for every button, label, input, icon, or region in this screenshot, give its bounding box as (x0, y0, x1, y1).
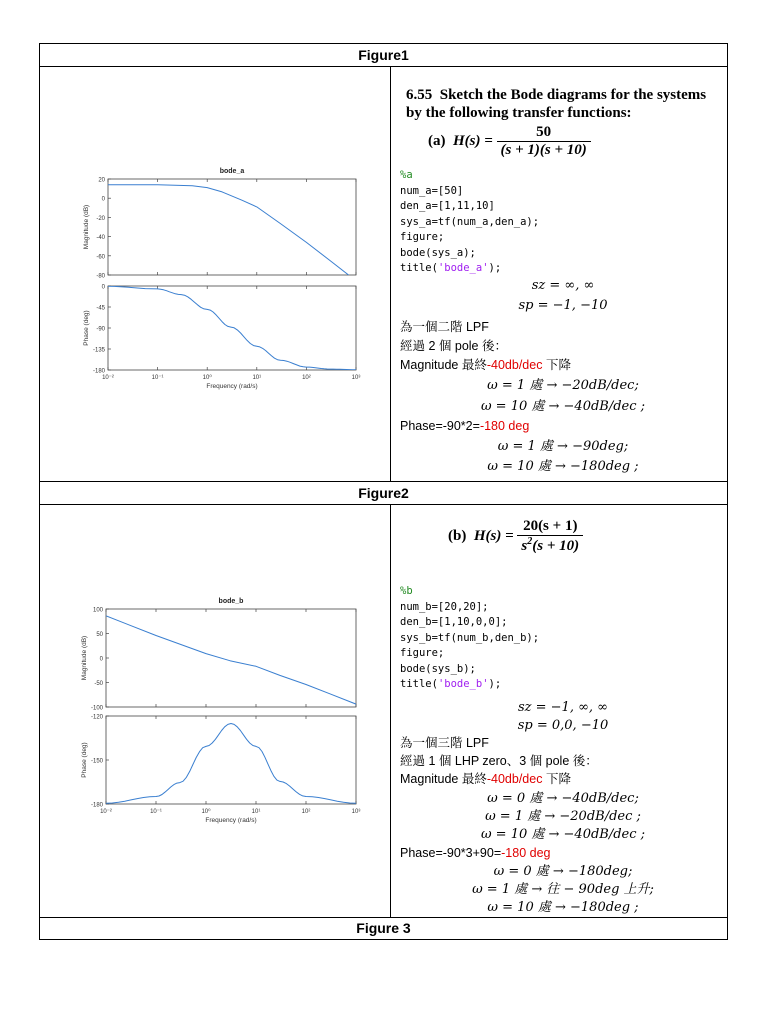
phase-prefix: Phase=-90*2= (400, 419, 480, 433)
matlab-code-b (400, 584, 539, 693)
y-axis-label: Phase (deg) (83, 310, 90, 346)
order-a: 為一個二階 LPF (400, 320, 489, 334)
problem-heading (406, 86, 706, 122)
y-tick-label: 100 (92, 607, 103, 614)
x-tick-label: 10⁻¹ (150, 809, 162, 815)
code-string: 'bode_a' (437, 262, 489, 274)
transfer-function-a (428, 124, 591, 159)
row-divider (40, 481, 727, 482)
tf-denominator-b (517, 536, 583, 555)
code-line (400, 262, 501, 274)
code-line: den_a=[1,11,10] (400, 200, 495, 212)
phase-final: -180 deg (501, 846, 551, 860)
code-line: num_b=[20,20]; (400, 600, 489, 613)
y-tick-label: -45 (96, 305, 105, 312)
y-tick-label: 0 (101, 284, 105, 291)
phase-rule-b-1: ω = 0 處 → −180deg; (493, 864, 633, 879)
problem-heading-line2: by the following transfer functions: (406, 105, 632, 121)
tf-fraction-a (497, 124, 591, 159)
code-text: ); (488, 678, 502, 690)
x-tick-label: 10⁻¹ (151, 375, 164, 381)
mag-rule-b-1: ω = 0 處 → −40dB/dec; (487, 791, 639, 806)
x-tick-label: 10³ (351, 809, 361, 815)
y-tick-label: 20 (98, 177, 105, 184)
code-line: bode(sys_b); (400, 662, 476, 675)
y-tick-label: -50 (94, 681, 103, 687)
chart-title: bode_a (219, 168, 245, 175)
column-divider (390, 66, 391, 481)
after-poles-a: 經過 2 個 pole 後： (400, 339, 507, 353)
x-tick-label: 10² (302, 375, 311, 381)
phase-rule-b-2: ω = 1 處 → 往 − 90deg 上升; (472, 882, 654, 897)
x-tick-label: 10³ (351, 375, 361, 381)
problem-heading-line1: Sketch the Bode diagrams for the systems (439, 87, 707, 103)
x-tick-label: 10⁰ (201, 809, 211, 815)
y-tick-label: -80 (96, 273, 105, 280)
axes-box (106, 609, 356, 707)
transfer-function-b (448, 518, 583, 555)
y-tick-label: -20 (96, 215, 105, 222)
phase-rule-a-1: ω = 1 處 → −90deg; (497, 439, 629, 454)
y-tick-label: -120 (90, 714, 103, 721)
mag-rule-a-2: ω = 10 處 → −40dB/dec ; (480, 399, 646, 414)
tf-numerator-a: 50 (497, 124, 591, 142)
mag-slope: -40db/dec (486, 358, 543, 372)
x-axis-label: Frequency (rad/s) (206, 383, 258, 390)
mag-rule-b-3: ω = 10 處 → −40dB/dec ; (480, 827, 646, 842)
code-line: den_b=[1,10,0,0]; (400, 616, 508, 628)
axes-box (108, 179, 356, 275)
den-pre: s (521, 538, 528, 554)
y-tick-label: -40 (96, 235, 105, 242)
problem-a-panel (398, 84, 728, 479)
figure1-title: Figure1 (358, 47, 409, 63)
y-tick-label: 0 (101, 196, 105, 203)
magnitude-summary-a (400, 356, 571, 375)
tf-lhs-a: H(s) = (453, 133, 493, 149)
phase-rule-a-2: ω = 10 處 → −180deg ; (487, 459, 639, 474)
figure-table (39, 43, 728, 940)
code-text: title( (400, 678, 438, 690)
problem-b-panel (398, 518, 728, 918)
code-comment: %b (400, 585, 413, 597)
den-post: (s + 10) (532, 538, 580, 554)
code-text: title( (400, 262, 438, 274)
y-tick-label: -100 (90, 705, 103, 712)
column-divider (390, 504, 391, 917)
y-tick-label: -90 (96, 326, 105, 333)
mag-prefix: Magnitude 最終 (400, 772, 487, 786)
code-text: ); (488, 262, 502, 274)
x-tick-label: 10² (301, 809, 311, 815)
phase-rule-b-3: ω = 10 處 → −180deg ; (487, 900, 639, 915)
mag-rule-a-1: ω = 1 處 → −20dB/dec; (487, 378, 639, 393)
y-tick-label: -60 (96, 254, 105, 261)
x-tick-label: 10¹ (251, 809, 261, 815)
magnitude-summary-b (400, 770, 571, 789)
bode-b-plot (68, 589, 368, 834)
axes-box (108, 286, 356, 370)
mag-suffix: 下降 (542, 358, 571, 372)
code-line: bode(sys_a); (400, 246, 476, 259)
part-label-a: (a) (428, 132, 446, 149)
x-tick-label: 10¹ (252, 375, 262, 381)
row-divider (40, 504, 727, 505)
phase-summary-b (400, 844, 551, 863)
figure3-title: Figure 3 (356, 920, 411, 936)
y-tick-label: -150 (90, 758, 103, 765)
x-tick-label: 10⁻² (100, 809, 112, 815)
y-axis-label: Magnitude (dB) (83, 204, 90, 250)
y-tick-label: -180 (90, 802, 103, 809)
mag-slope: -40db/dec (486, 772, 543, 786)
den-sup: 2 (527, 536, 533, 547)
code-line: figure; (400, 231, 445, 243)
matlab-code-a (400, 168, 539, 277)
row-divider (40, 66, 727, 67)
poles-b: sp = 0,0, −10 (517, 718, 609, 733)
x-tick-label: 10⁻² (102, 375, 114, 381)
mag-suffix: 下降 (542, 772, 571, 786)
y-tick-label: 50 (96, 632, 103, 638)
axes-box (106, 716, 356, 804)
part-label-b: (b) (448, 527, 467, 544)
tf-numerator-b: 20(s + 1) (517, 518, 583, 536)
y-axis-label: Magnitude (dB) (81, 635, 88, 681)
code-line: figure; (400, 647, 445, 659)
code-line (400, 678, 501, 690)
phase-prefix: Phase=-90*3+90= (400, 846, 502, 860)
y-tick-label: 0 (99, 656, 103, 663)
phase-final: -180 deg (479, 419, 530, 433)
phase-summary-a (400, 417, 529, 436)
tf-fraction-b (517, 518, 583, 555)
y-tick-label: -135 (92, 347, 105, 354)
tf-denominator-a: (s + 1)(s + 10) (500, 142, 587, 158)
tf-lhs-b: H(s) = (473, 528, 514, 544)
bode-a-plot (68, 159, 368, 399)
poles-a: sp = −1, −10 (518, 298, 608, 313)
code-line: sys_a=tf(num_a,den_a); (400, 215, 540, 228)
bode-a-chart (68, 159, 368, 399)
chart-title: bode_b (218, 598, 244, 605)
code-line: sys_b=tf(num_b,den_b); (400, 631, 540, 644)
figure2-title: Figure2 (358, 485, 409, 501)
bode-b-chart (68, 589, 368, 834)
code-string: 'bode_b' (437, 678, 489, 690)
code-line: num_a=[50] (400, 184, 464, 197)
mag-prefix: Magnitude 最終 (400, 358, 487, 372)
x-tick-label: 10⁰ (202, 375, 212, 381)
order-b: 為一個三階 LPF (400, 736, 489, 750)
code-comment: %a (400, 169, 413, 181)
zeros-a: sz = ∞, ∞ (531, 278, 595, 293)
y-tick-label: -180 (92, 368, 105, 375)
zeros-b: sz = −1, ∞, ∞ (517, 700, 609, 715)
problem-number: 6.55 (406, 87, 433, 103)
after-poles-b: 經過 1 個 LHP zero、3 個 pole 後： (400, 754, 598, 768)
x-axis-label: Frequency (rad/s) (205, 817, 257, 824)
y-axis-label: Phase (deg) (81, 742, 88, 778)
mag-rule-b-2: ω = 1 處 → −20dB/dec ; (485, 809, 641, 824)
